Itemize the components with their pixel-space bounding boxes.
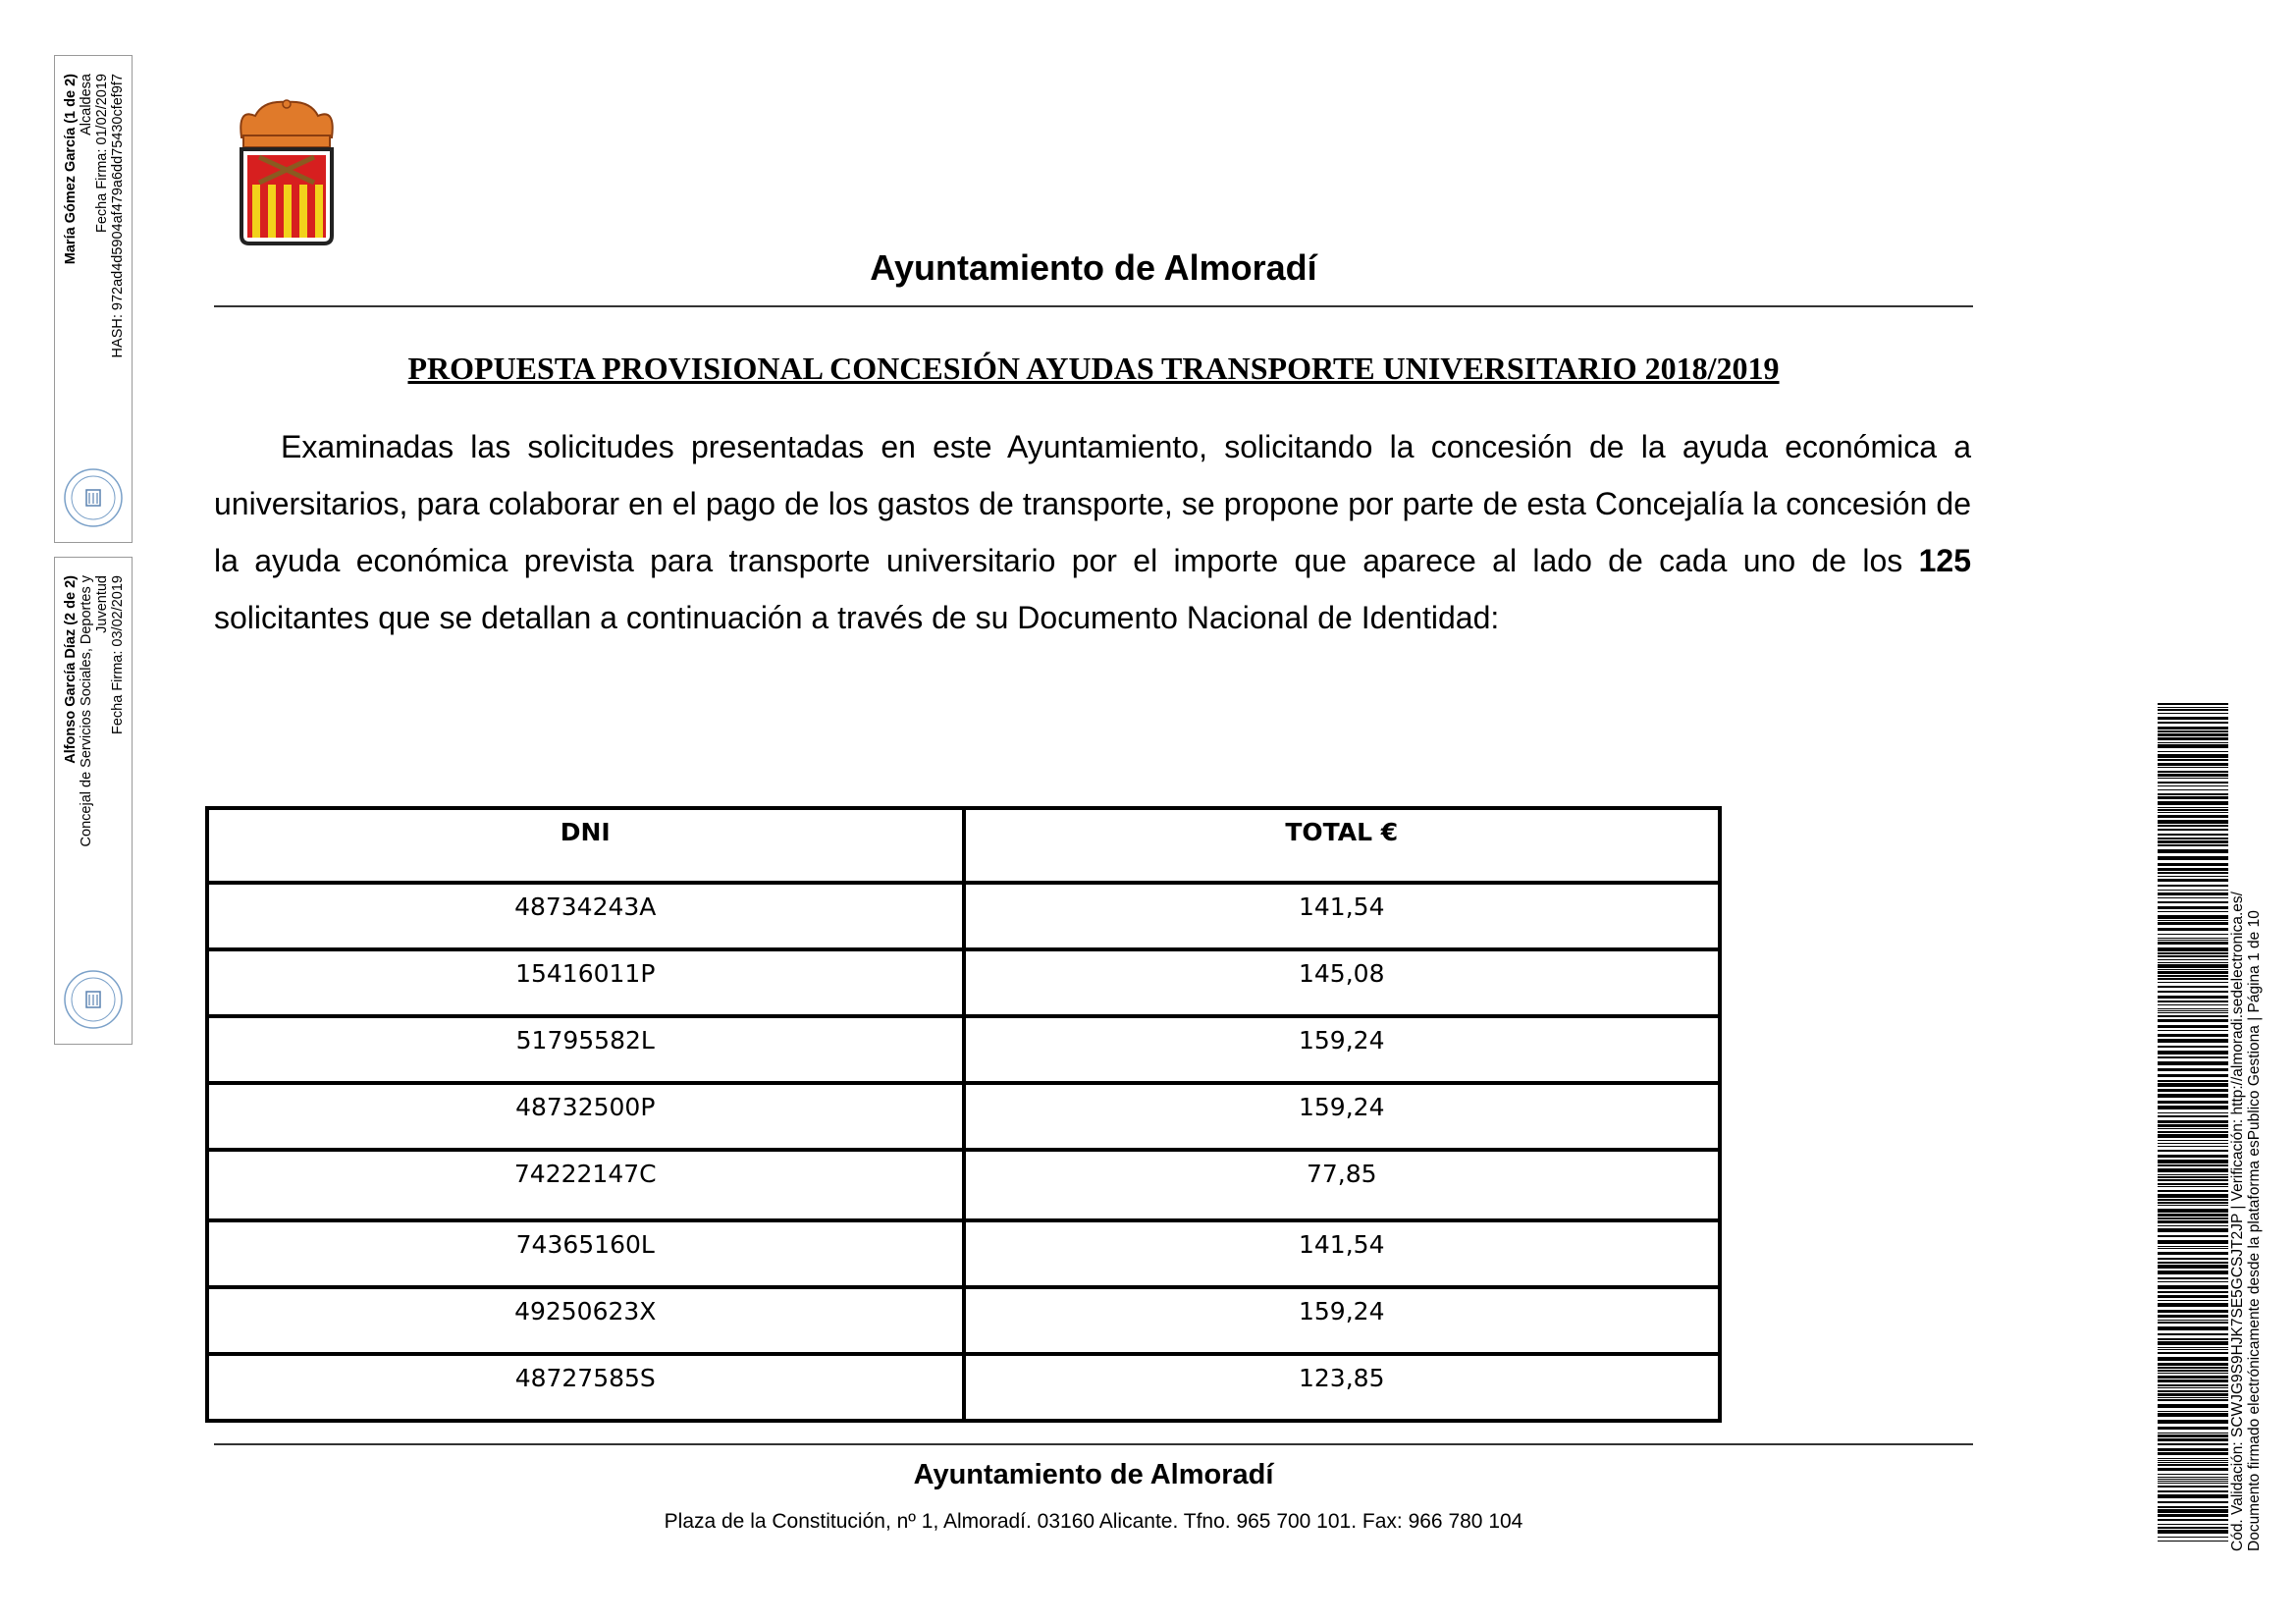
grants-table xyxy=(205,806,1722,1423)
signer-role: Alcaldesa xyxy=(79,74,94,135)
verification-strip xyxy=(2229,805,2276,1551)
table-header-row xyxy=(207,808,1720,883)
dni-cell: 48727585S xyxy=(207,1354,964,1421)
signer-name: Alfonso García Díaz (2 de 2) xyxy=(63,575,79,764)
total-cell: 159,24 xyxy=(964,1287,1721,1354)
city-seal-icon xyxy=(63,467,124,528)
verification-code: Cód. Validación: SCWJG9S9HJK7SE5GCSJT2JP | Verificación: http://almoradi.sedelectronica.es/ xyxy=(2229,892,2246,1551)
signer-role-cont: Juventud xyxy=(94,575,110,633)
city-seal-icon xyxy=(63,969,124,1030)
table-row xyxy=(207,1354,1720,1421)
coat-of-arms-icon xyxy=(234,98,340,247)
dni-cell: 74222147C xyxy=(207,1150,964,1220)
total-cell: 123,85 xyxy=(964,1354,1721,1421)
table-row xyxy=(207,1083,1720,1150)
total-cell: 141,54 xyxy=(964,883,1721,949)
footer-divider xyxy=(214,1443,1973,1445)
intro-text: Examinadas las solicitudes presentadas en este Ayuntamiento, solicitando la concesión de la ayuda económica a universitarios, para colaborar en el pago de los gastos de transporte, se propone por parte de esta Concejalía la concesión de la ayuda económica prevista para transporte universitario por el importe que aparece al lado de cada uno de los xyxy=(214,429,1971,578)
barcode-icon xyxy=(2158,701,2228,1547)
verification-note: Documento firmado electrónicamente desde la plataforma esPublico Gestiona | Página 1 de 10 xyxy=(2246,910,2263,1551)
dni-cell: 49250623X xyxy=(207,1287,964,1354)
total-cell: 145,08 xyxy=(964,949,1721,1016)
intro-paragraph xyxy=(214,418,1971,646)
document-heading: PROPUESTA PROVISIONAL CONCESIÓN AYUDAS TRANSPORTE UNIVERSITARIO 2018/2019 xyxy=(407,351,1780,386)
header-divider xyxy=(214,305,1973,307)
dni-cell: 51795582L xyxy=(207,1016,964,1083)
total-cell: 159,24 xyxy=(964,1083,1721,1150)
total-cell: 77,85 xyxy=(964,1150,1721,1220)
signature-date: Fecha Firma: 01/02/2019 xyxy=(94,74,110,234)
signer-name: María Gómez García (1 de 2) xyxy=(63,74,79,265)
signature-stamp xyxy=(54,557,133,1045)
column-header-total: TOTAL € xyxy=(964,808,1721,883)
signature-text xyxy=(63,66,126,459)
table-row xyxy=(207,1016,1720,1083)
footer-org-name: Ayuntamiento de Almoradí xyxy=(913,1459,1274,1490)
dni-cell: 48732500P xyxy=(207,1083,964,1150)
dni-cell: 74365160L xyxy=(207,1220,964,1287)
table-row xyxy=(207,1287,1720,1354)
applicant-count: 125 xyxy=(1918,543,1971,578)
total-cell: 159,24 xyxy=(964,1016,1721,1083)
column-header-dni: DNI xyxy=(207,808,964,883)
total-cell: 141,54 xyxy=(964,1220,1721,1287)
table-row xyxy=(207,1220,1720,1287)
footer-address: Plaza de la Constitución, nº 1, Almoradí. 03160 Alicante. Tfno. 965 700 101. Fax: 966 780 104 xyxy=(664,1510,1523,1533)
dni-cell: 15416011P xyxy=(207,949,964,1016)
table-row xyxy=(207,949,1720,1016)
signature-text xyxy=(63,568,126,960)
dni-cell: 48734243A xyxy=(207,883,964,949)
signature-date: Fecha Firma: 03/02/2019 xyxy=(110,575,126,735)
signature-stamp xyxy=(54,55,133,543)
signer-role: Concejal de Servicios Sociales, Deportes y xyxy=(79,575,94,847)
signature-hash: HASH: 972ad4d5904af479a6dd75430cfef9f7 xyxy=(110,74,126,358)
intro-text-end: solicitantes que se detallan a continuación a través de su Documento Nacional de Identidad: xyxy=(214,600,1500,635)
page-title: Ayuntamiento de Almoradí xyxy=(870,247,1317,288)
table-row xyxy=(207,883,1720,949)
table-row xyxy=(207,1150,1720,1220)
